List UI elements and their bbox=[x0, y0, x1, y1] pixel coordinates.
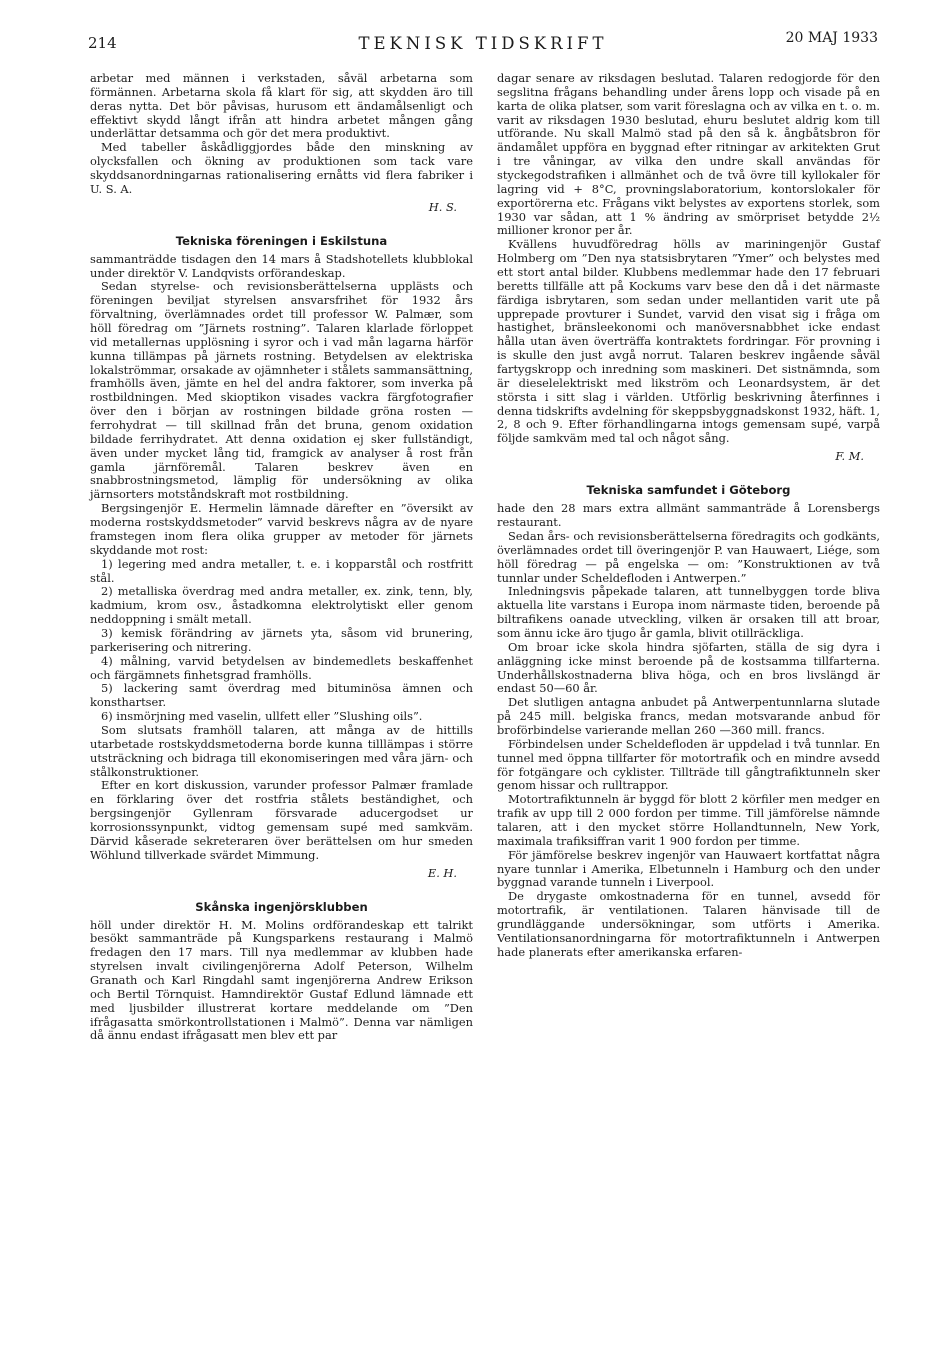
paragraph: dagar senare av riksdagen beslutad. Talaren redogjorde för den segslitna frågans behandling under årens lopp och visade på en karta de olika platser, som varit föreslagna och av vilka en t. o. m. varit av riksdagen 1930 beslutad, ehuru beslutet aldrig kom till utförande. Nu skall Malmö stad på den så k. ångbåtsbron för ändamålet uppföra en byggnad efter ritningar av arkitekten Grut i tre våningar, av vilka den undre skall användas för styckegodstrafiken i allmänhet och de två övre till kyllokaler för lagring vid + 8°C, provningslaboratorium, kontorslokaler för exportörerna etc. Frågans vikt belystes av exportens storlek, som 1930 var sådan, att 1 % ändring av smörpriset betydde 2½ millioner kronor per år. bbox=[497, 71, 880, 238]
paragraph: arbetar med männen i verkstaden, såväl arbetarna som förmännen. Arbetarna skola få klart för sig, att skydden äro till deras nytta. Det bör påvisas, hurusom ett ändamålsenligt och effektivt skydd långt ifrån att hindra arbetet mången gång underlättar detsamma och gör det mera produktivt. bbox=[90, 71, 473, 141]
list-item: 6) insmörjning med vaselin, ullfett eller ”Slushing oils”. bbox=[101, 709, 423, 724]
paragraph: De drygaste omkostnaderna för en tunnel, avsedd för motortrafik, är ventilationen. Talaren hänvisade till de grundläggande undersökningar, som utförts i Amerika. Ventilationsanordningarna för motortrafiktunneln i Antwerpen hade planerats efter amerikanska erfaren- bbox=[497, 889, 880, 959]
paragraph: Kvällens huvudföredrag hölls av mariningenjör Gustaf Holmberg om ”Den nya statsisbrytaren ”Ymer” och belystes med ett stort antal bilder. Klubbens medlemmar hade den 17 februari beretts tillfälle att på Kockums varv bese den då i det närmaste färdiga isbrytaren, som sedan under mellantiden varit ute på upprepade provturer i Sundet, varvid den visat sig i fråga om hastighet, bränsleekonomi och manöversnabbhet icke endast hålla utan även överträffa kontraktets fordringar. För provning i is skulle den just avgå norrut. Talaren beskrev ingående såväl fartygskropp och inredning som maskineri. Det sistnämnda, som är dieselelektriskt med likström och Leonardsystem, är det största i sitt slag i världen. Utförlig beskrivning återfinnes i denna tidskrifts avdelning för skeppsbyggnadskonst 1932, häft. 1, 2, 8 och 9. Efter förhandlingarna intogs gemensam supé, varpå följde samkväm med tal och något sång. bbox=[497, 237, 880, 446]
list-item: 4) målning, varvid betydelsen av bindemedlets beskaffenhet och färgämnets finhetsgrad framhölls. bbox=[90, 653, 473, 682]
section-heading-skanska: Skånska ingenjörsklubben bbox=[195, 899, 368, 914]
paragraph: Bergsingenjör E. Hermelin lämnade därefter en ”översikt av moderna rostskyddsmetoder” varvid beskrevs några av de nyare framstegen inom flera olika grupper av metoder för järnets skyddande mot rost: bbox=[90, 501, 473, 557]
paragraph: Förbindelsen under Scheldefloden är uppdelad i två tunnlar. En tunnel med öppna tillfarter för motortrafik och en mindre avsedd för fotgängare och cyklister. Tillträde till gångtrafiktunneln sker genom hissar och rulltrappor. bbox=[497, 736, 880, 793]
list-item: 3) kemisk förändring av järnets yta, såsom vid brunering, parkerisering och nitrering. bbox=[90, 625, 473, 654]
list-item: 5) lackering samt överdrag med bituminösa ämnen och konsthartser. bbox=[90, 681, 473, 710]
author-signature: F. M. bbox=[835, 449, 864, 464]
paragraph: Som slutsats framhöll talaren, att många av de hittills utarbetade rostskyddsmetoderna borde kunna tilllämpas i större utsträckning och bidraga till ekonomiseringen med våra järn- och stålkonstruktioner. bbox=[90, 722, 473, 779]
paragraph: sammanträdde tisdagen den 14 mars å Stadshotellets klubblokal under direktör V. Landqvists orförandeskap. bbox=[90, 251, 473, 280]
section-heading-goteborg: Tekniska samfundet i Göteborg bbox=[586, 483, 791, 498]
paragraph: Det slutligen antagna anbudet på Antwerpentunnlarna slutade på 245 mill. belgiska francs, medan motsvarande anbud för broförbindelse varierande mellan 260 —360 mill. francs. bbox=[497, 695, 880, 737]
issue-date: 20 MAJ 1933 bbox=[785, 30, 878, 46]
paragraph: Med tabeller åskådliggjordes både den minskning av olycksfallen och ökning av produktionen som tack vare skyddsanordningarnas rationalisering ernåtts vid flera fabriker i U. S. A. bbox=[90, 140, 473, 196]
paragraph: Om broar icke skola hindra sjöfarten, ställa de sig dyra i anläggning icke minst beroende på de kostsamma tillfarterna. Underhållskostnaderna bliva höga, och en bros livslängd är endast 50—60 år. bbox=[497, 639, 880, 696]
list-item: 2) metalliska överdrag med andra metaller, ex. zink, tenn, bly, kadmium, krom osv., åstadkomna elektrolytiskt eller genom neddoppning i smält metall. bbox=[90, 584, 473, 627]
paragraph: hade den 28 mars extra allmänt sammanträde å Lorensbergs restaurant. bbox=[497, 501, 880, 530]
journal-title: TEKNISK TIDSKRIFT bbox=[358, 34, 608, 53]
page-number: 214 bbox=[88, 34, 117, 52]
paragraph: Motortrafiktunneln är byggd för blott 2 körfiler men medger en trafik av upp till 2 000 fordon per timme. Till jämförelse nämnde talaren, att i den mycket större Hollandtunneln, New York, maximala trafiksiffran varit 1 900 fordon per timme. bbox=[497, 792, 880, 848]
paragraph: Sedan styrelse- och revisionsberättelserna upplästs och föreningen beviljat styrelsen ansvarsfrihet för 1932 års förvaltning, överlämnades ordet till professor W. Palmær, som höll föredrag om ”Järnets rostning”. Talaren klarlade förloppet vid metallernas upplösning i syror och i vad mån lagarna härför kunna tillämpas på järnets rostning. Betydelsen av elektriska lokalströmmar, orsakade av ojämnheter i stålets sammansättning, framhölls även, jämte en hel del andra faktorer, som inverka på rostbildningen. Med skioptikon visades vackra färgfotografier över den i början av rostningen bildade gröna rosten — ferrohydrat — till skillnad från det bruna, genom oxidation bildade ferrihydratet. Att denna oxidation ej sker fullständigt, även under mycket lång tid, framgick av analyser å rost från gamla järnföremål. Talaren beskrev även en snabbrostningsmetod, lämplig för undersökning av olika järnsorters motståndskraft mot rostbildning. bbox=[90, 279, 473, 502]
author-signature: E. H. bbox=[427, 865, 457, 880]
paragraph: Inledningsvis påpekade talaren, att tunnelbyggen torde bliva aktuella lite varstans i Europa inom närmaste tiden, beroende på biltrafikens oanade utveckling, vilken är orsaken till att broar, som ännu icke äro tjugo år gamla, blivit otillräckliga. bbox=[497, 584, 880, 640]
left-column bbox=[90, 72, 473, 1043]
paragraph: Efter en kort diskussion, varunder professor Palmær framlade en förklaring över det rostfria stålets beständighet, och bergsingenjör Gyllenram försvarade aducergodset ur korrosionssynpunkt, vidtog gemensam supé med samkväm. Därvid kåserade sekreteraren över berättelsen om hur smeden Wöhlund tillverkade svärdet Mimmung. bbox=[90, 778, 473, 862]
list-item: 1) legering med andra metaller, t. e. i kopparstål och rostfritt stål. bbox=[90, 556, 473, 585]
right-column bbox=[497, 72, 880, 960]
author-signature: H. S. bbox=[428, 199, 457, 214]
section-heading-eskilstuna: Tekniska föreningen i Eskilstuna bbox=[175, 233, 388, 248]
paragraph: För jämförelse beskrev ingenjör van Hauwaert kortfattat några nyare tunnlar i Amerika, Elbetunneln i Hamburg och den under byggnad varande tunneln i Liverpool. bbox=[497, 847, 880, 890]
page-header bbox=[88, 30, 878, 58]
paragraph: höll under direktör H. M. Molins ordförandeskap ett talrikt besökt sammanträde på Kungsparkens restaurang i Malmö fredagen den 17 mars. Till nya medlemmar av klubben hade styrelsen invalt civilingenjörerna Adolf Peterson, Wilhelm Granath och Karl Ringdahl samt ingenjörerna Andrew Erikson och Bertil Törnquist. Hamndirektör Gustaf Edlund lämnade ett med ljusbilder illustrerat kortare meddelande om ”Den ifrågasatta smörkontrollstationen i Malmö”. Denna var nämligen då ännu endast ifrågasatt men blev ett par bbox=[90, 917, 473, 1043]
paragraph: Sedan års- och revisionsberättelserna föredragits och godkänts, överlämnades ordet till överingenjör P. van Hauwaert, Liége, som höll föredrag — på engelska — om: ”Konstruktionen av två tunnlar under Scheldefloden i Antwerpen.” bbox=[497, 528, 880, 585]
